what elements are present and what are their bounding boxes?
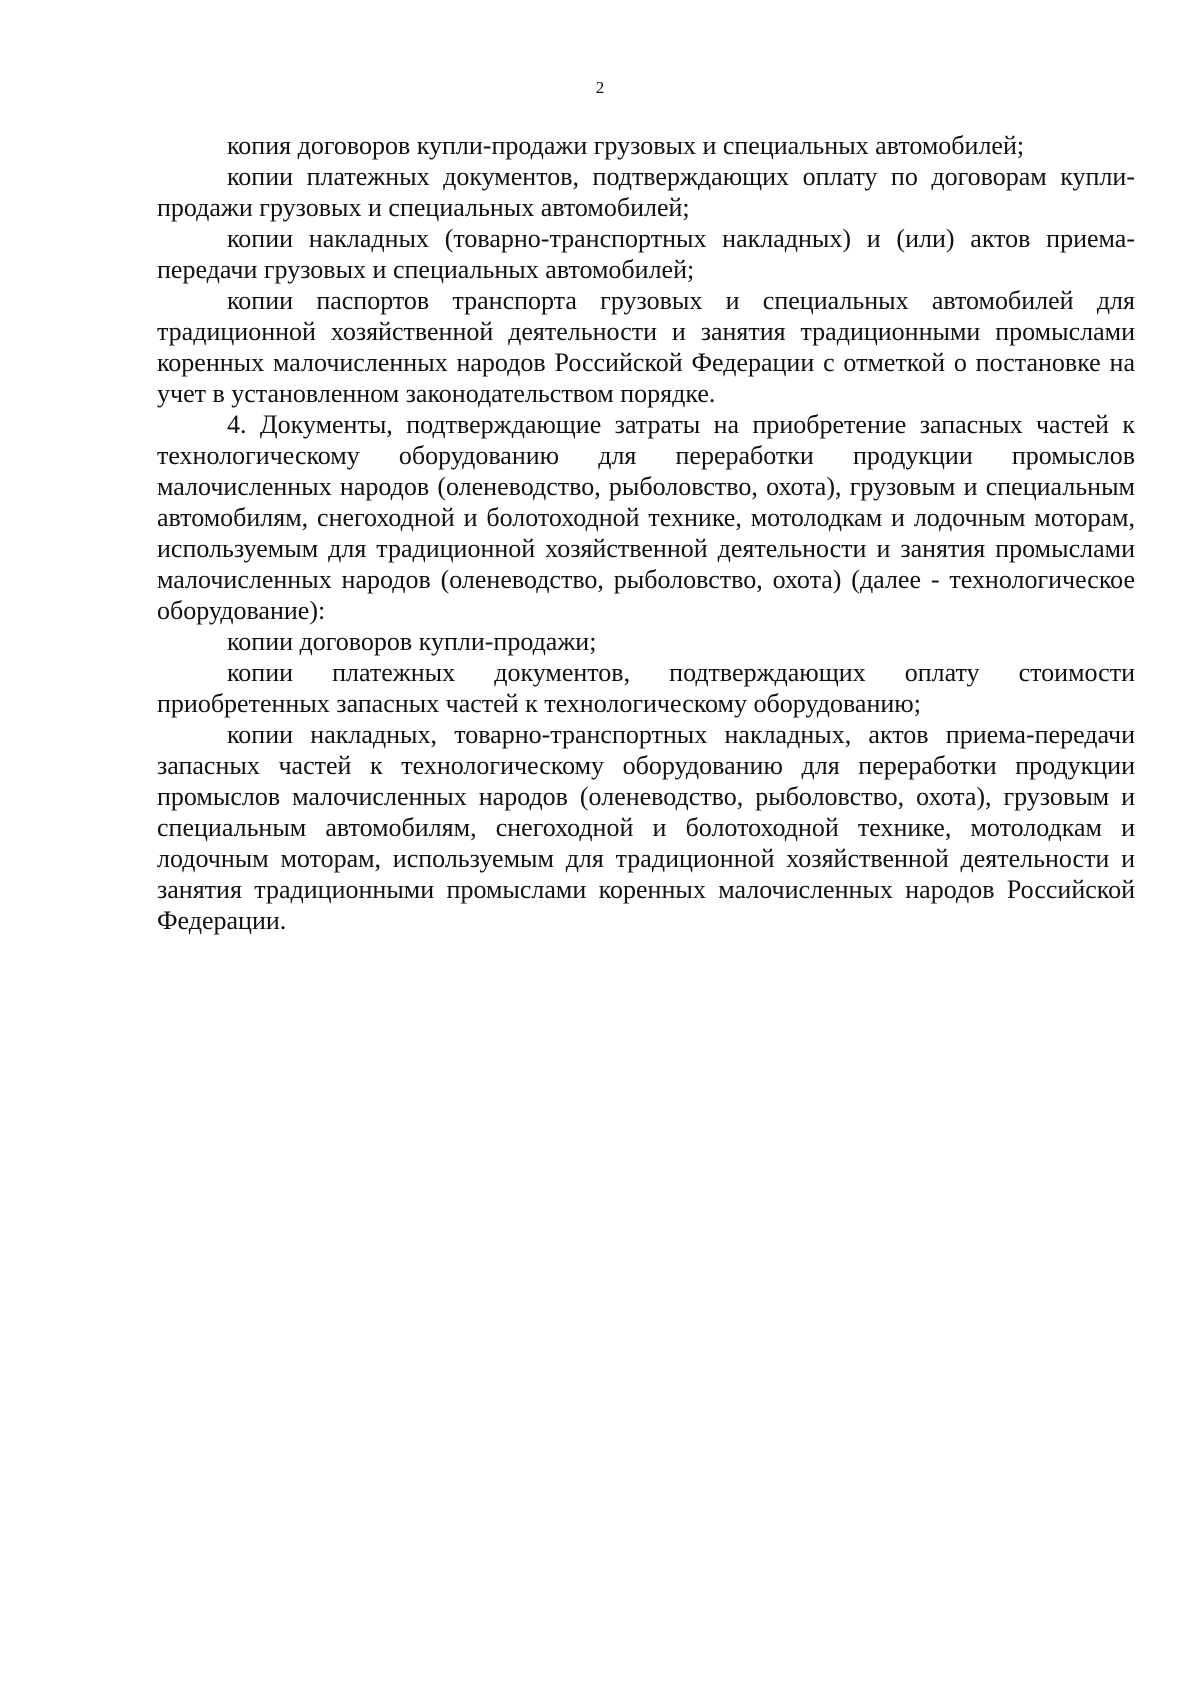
paragraph-sale-contracts: копии договоров купли-продажи; [227,627,597,656]
paragraph-waybills-acts: копии накладных (товарно-транспортных накладных) и (или) актов приема-передачи грузовых и специальных автомобилей; [157,224,1135,284]
paragraph-section-4-heading: 4. Документы, подтверждающие затраты на приобретение запасных частей к технологическому оборудованию для переработки продукции промыслов малочисленных народов (оленеводство, рыболовство, охота), грузовым и специальным автомобилям, снегоходной и болотоходной технике, мотолодкам и лодочным моторам, используемым для традиционной хозяйственной деятельности и занятия промыслами малочисленных народов (оленеводство, рыболовство, охота) (далее - технологическое оборудование): [157,410,1135,625]
paragraph-payment-documents: копии платежных документов, подтверждающих оплату по договорам купли-продажи грузовых и специальных автомобилей; [157,162,1135,222]
paragraph-spare-parts-waybills: копии накладных, товарно-транспортных накладных, актов приема-передачи запасных частей к технологическому оборудованию для переработки продукции промыслов малочисленных народов (оленеводство, рыболовство, охота), грузовым и специальным автомобилям, снегоходной и болотоходной технике, мотолодкам и лодочным моторам, используемым для традиционной хозяйственной деятельности и занятия традиционными промыслами коренных малочисленных народов Российской Федерации. [157,720,1135,935]
paragraph-sale-contract-copy: копия договоров купли-продажи грузовых и специальных автомобилей; [227,131,1025,160]
paragraph-payment-spare-parts: копии платежных документов, подтверждающих оплату стоимости приобретенных запасных частей к технологическому оборудованию; [157,658,1135,718]
document-body [157,130,1135,936]
paragraph-vehicle-passports: копии паспортов транспорта грузовых и специальных автомобилей для традиционной хозяйственной деятельности и занятия традиционными промыслами коренных малочисленных народов Российской Федерации с отметкой о постановке на учет в установленном законодательством порядке. [157,286,1135,408]
page-number: 2 [595,78,605,97]
